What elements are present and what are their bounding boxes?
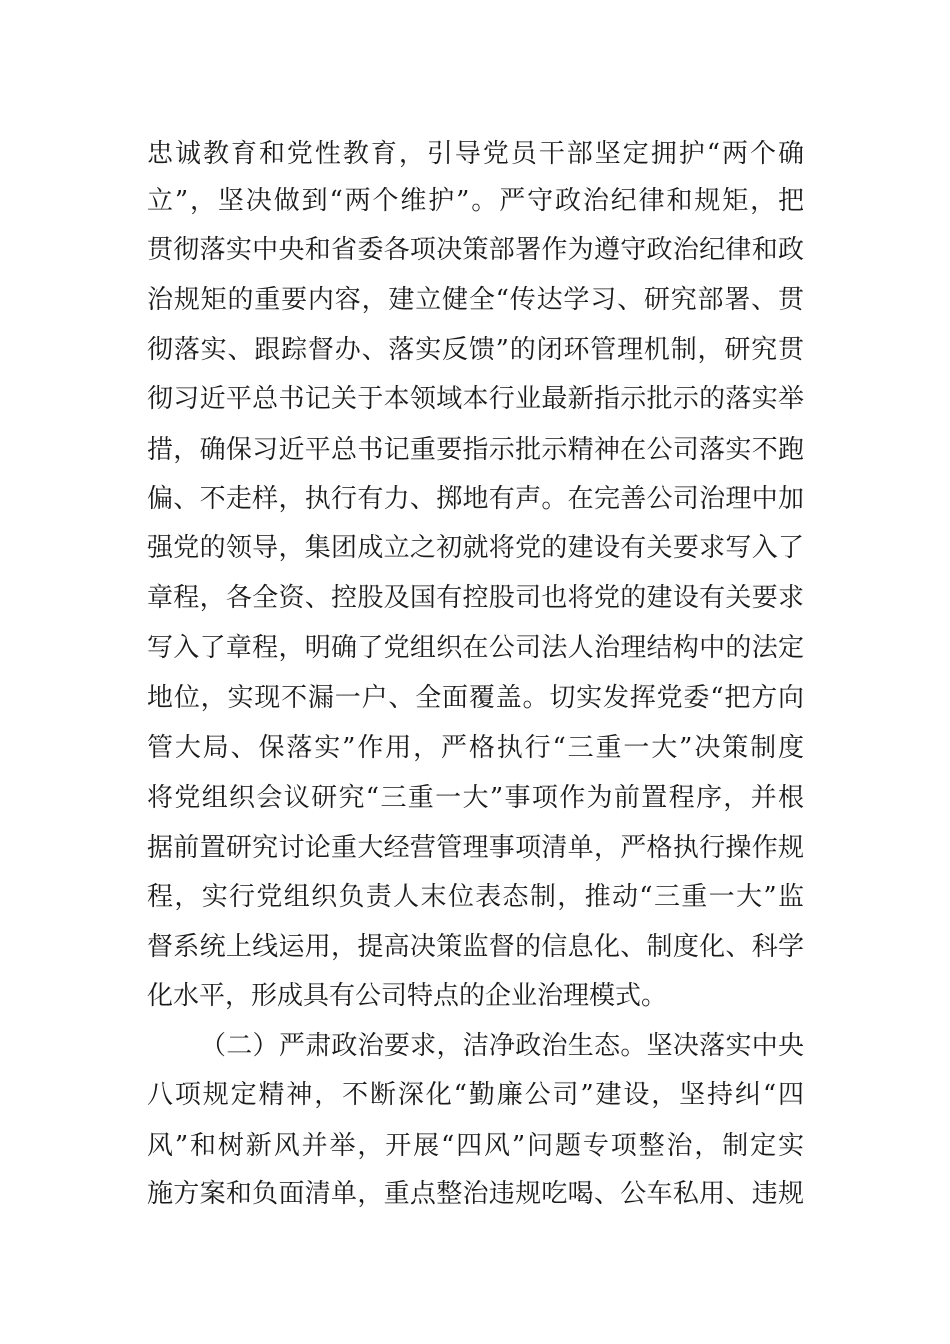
paragraph-line: 督系统上线运用，提高决策监督的信息化、制度化、科学	[147, 932, 804, 962]
paragraph-line: 措，确保习近平总书记重要指示批示精神在公司落实不跑	[147, 435, 804, 465]
paragraph-line: 地位，实现不漏一户、全面覆盖。切实发挥党委“把方向	[147, 683, 804, 713]
section-heading-line: （二）严肃政治要求，洁净政治生态。坚决落实中央	[200, 1031, 804, 1061]
paragraph-line: 强党的领导，集团成立之初就将党的建设有关要求写入了	[147, 533, 804, 563]
paragraph-line: 八项规定精神，不断深化“勤廉公司”建设，坚持纠“四	[147, 1080, 804, 1110]
paragraph-line: 写入了章程，明确了党组织在公司法人治理结构中的法定	[147, 633, 804, 663]
paragraph-line: 将党组织会议研究“三重一大”事项作为前置程序，并根	[147, 783, 804, 813]
paragraph-line: 施方案和负面清单，重点整治违规吃喝、公车私用、违规	[147, 1179, 804, 1209]
paragraph-line: 治规矩的重要内容，建立健全“传达学习、研究部署、贯	[147, 285, 804, 315]
paragraph-line: 程，实行党组织负责人末位表态制，推动“三重一大”监	[147, 882, 804, 912]
paragraph-line: 贯彻落实中央和省委各项决策部署作为遵守政治纪律和政	[147, 235, 804, 265]
paragraph-line: 风”和树新风并举，开展“四风”问题专项整治，制定实	[147, 1131, 804, 1161]
paragraph-line: 彻习近平总书记关于本领域本行业最新指示批示的落实举	[147, 384, 804, 414]
paragraph-line: 彻落实、跟踪督办、落实反馈”的闭环管理机制，研究贯	[147, 335, 804, 365]
paragraph-line: 立”，坚决做到“两个维护”。严守政治纪律和规矩，把	[147, 186, 804, 216]
paragraph-line: 化水平，形成具有公司特点的企业治理模式。	[147, 981, 668, 1011]
paragraph-line: 偏、不走样，执行有力、掷地有声。在完善公司治理中加	[147, 484, 804, 514]
paragraph-line: 管大局、保落实”作用，严格执行“三重一大”决策制度	[147, 733, 804, 763]
paragraph-line: 忠诚教育和党性教育，引导党员干部坚定拥护“两个确	[147, 139, 804, 169]
paragraph-line: 据前置研究讨论重大经营管理事项清单，严格执行操作规	[147, 833, 804, 863]
paragraph-line: 章程，各全资、控股及国有控股司也将党的建设有关要求	[147, 583, 804, 613]
